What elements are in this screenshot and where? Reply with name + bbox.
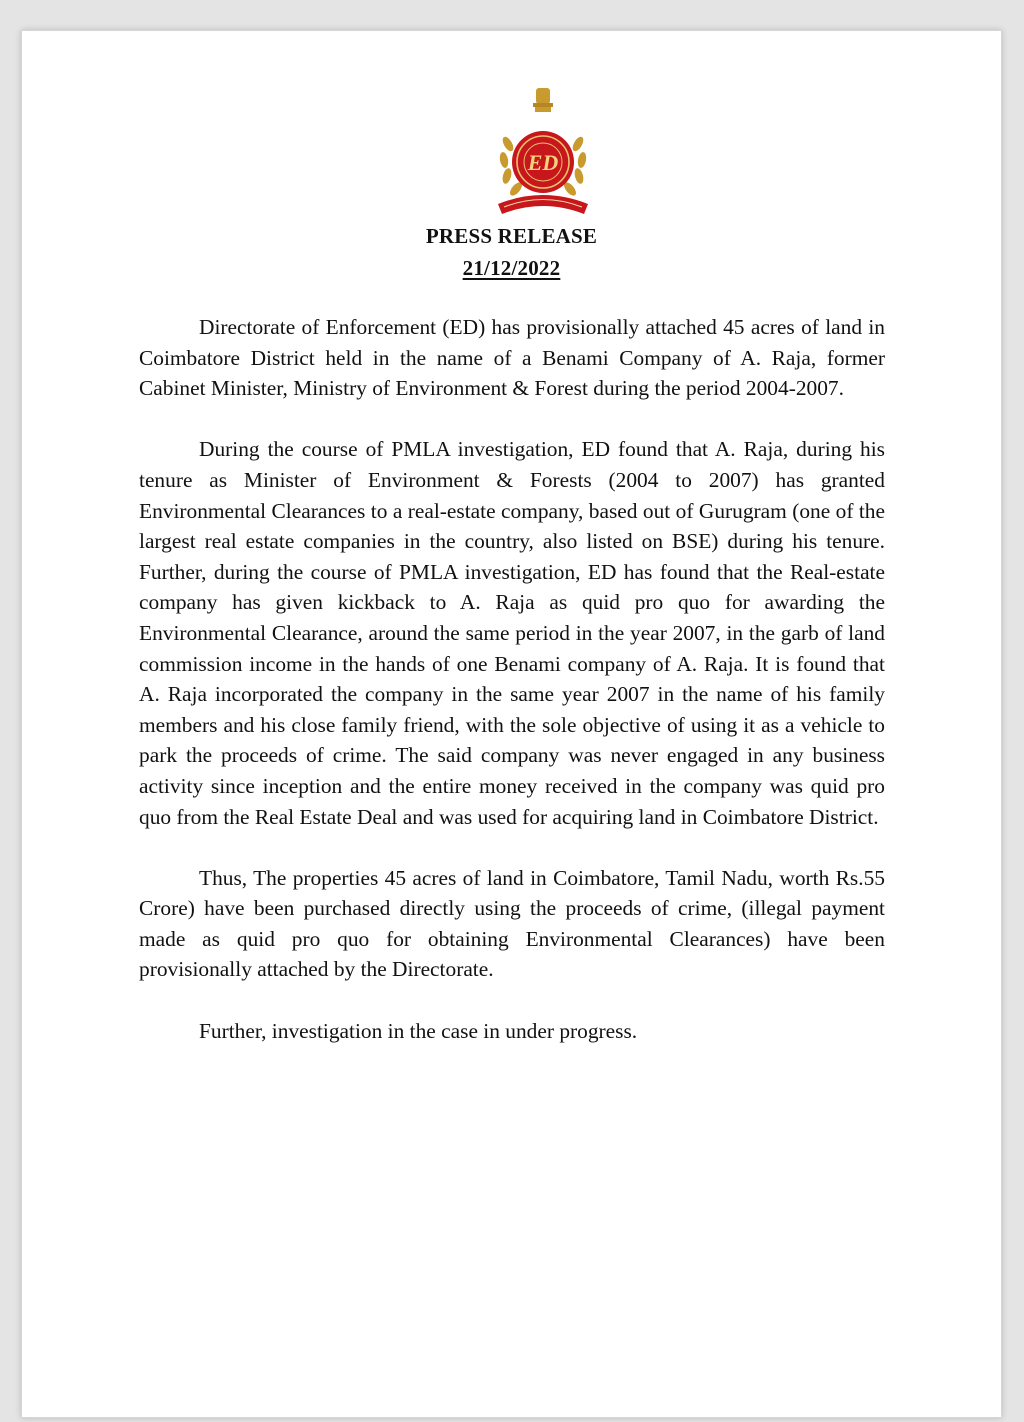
- paragraph-investigation-status: Further, investigation in the case in under progress.: [199, 1018, 638, 1043]
- paragraph-investigation-findings: During the course of PMLA investigation, ED found that A. Raja, during his tenure as Minister of Environment & Forests (2004 to 2007) has granted Environmental Clearances to a real-estate company, based out of Gurugram (one of the largest real estate companies in the country, also listed on BSE) during his tenure. Further, during the course of PMLA investigation, ED has found that the Real-estate company has given kickback to A. Raja as quid pro quo for awarding the Environmental Clearance, around the same period in the year 2007, in the garb of land commission income in the hands of one Benami company of A. Raja. It is found that A. Raja incorporated the company in the same year 2007 in the name of his family members and his close family friend, with the sole objective of using it as a vehicle to park the proceeds of crime. The said company was never engaged in any business activity since inception and the entire money received in the company was quid pro quo from the Real Estate Deal and was used for acquiring land in Coimbatore District.: [139, 437, 885, 829]
- press-release-body: [139, 312, 885, 1077]
- paragraph-property-attachment: Thus, The properties 45 acres of land in Coimbatore, Tamil Nadu, worth Rs.55 Crore) have been purchased directly using the proceeds of crime, (illegal payment made as quid pro quo for obtaining Environmental Clearances) have been provisionally attached by the Directorate.: [139, 865, 885, 982]
- press-release-title: PRESS RELEASE: [425, 224, 598, 248]
- paragraph-attachment-summary: Directorate of Enforcement (ED) has provisionally attached 45 acres of land in Coimbatore District held in the name of a Benami Company of A. Raja, former Cabinet Minister, Ministry of Environment & Forest during the period 2004-2007.: [139, 315, 885, 401]
- seal-monogram: ED: [527, 150, 559, 175]
- lion-capital-icon: [533, 88, 553, 112]
- document-page: [21, 30, 1002, 1418]
- press-release-date: 21/12/2022: [462, 256, 561, 280]
- enforcement-directorate-emblem: [490, 86, 596, 222]
